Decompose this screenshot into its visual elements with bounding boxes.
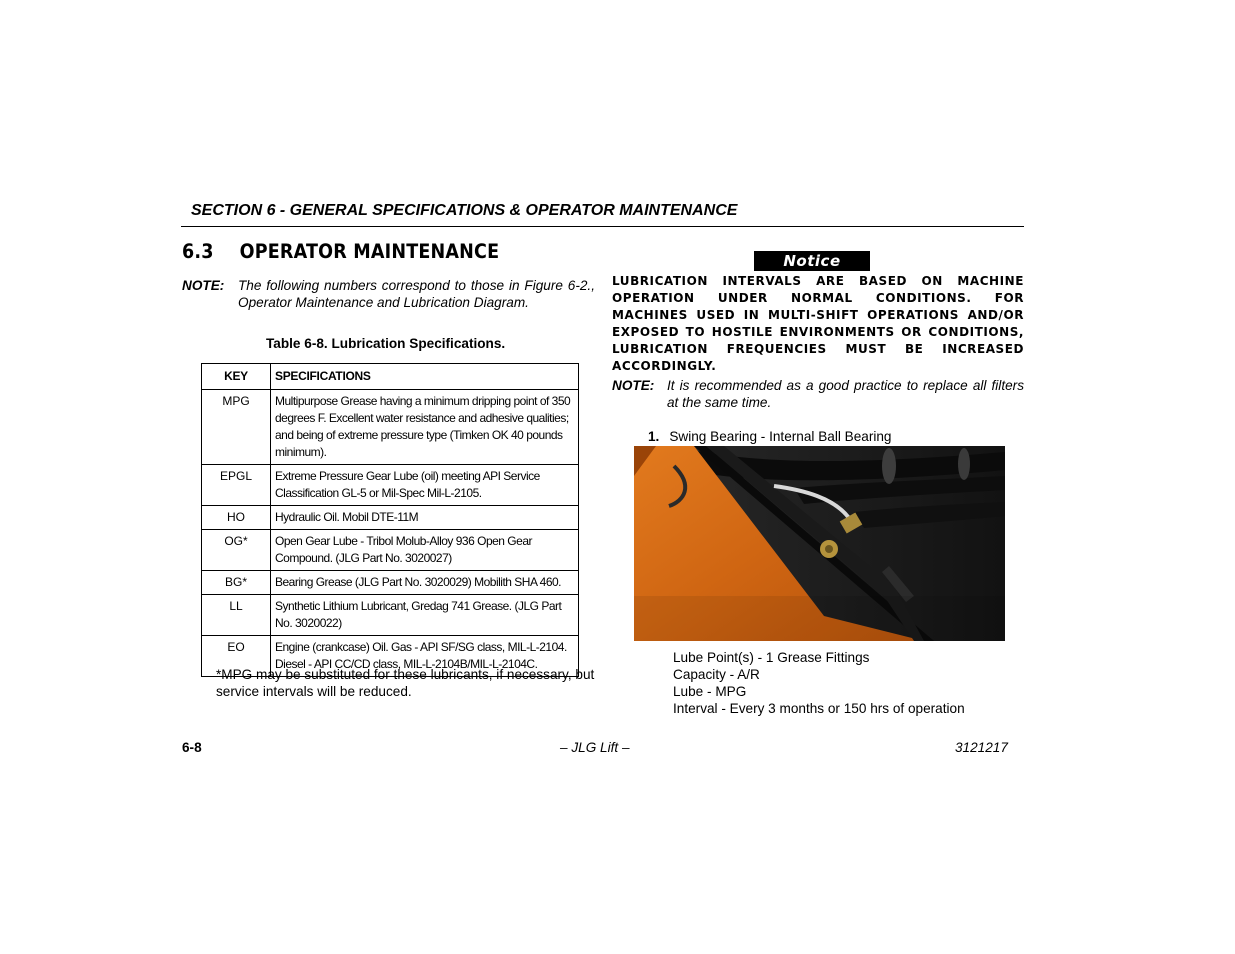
key-cell: BG* — [202, 571, 271, 595]
note-filter-replacement — [612, 377, 1024, 413]
table-row — [202, 465, 579, 506]
notice-label: Notice — [754, 251, 870, 271]
notice-text: LUBRICATION INTERVALS ARE BASED ON MACHINE OPERATION UNDER NORMAL CONDITIONS. FOR MACHINES USED IN MULTI-SHIFT OPERATIONS AND/OR EXPOSED TO HOSTILE ENVIRONMENTS OR CONDITIONS, LUBRICATION FREQUENCIES MUST BE INCREASED ACCORDINGLY. — [612, 274, 1024, 373]
lube-interval: Interval - Every 3 months or 150 hrs of operation — [673, 701, 965, 716]
note-text: It is recommended as a good practice to replace all filters at the same time. — [667, 378, 1024, 410]
table-header-row — [202, 364, 579, 390]
swing-bearing-photo — [634, 446, 1005, 641]
lube-type: Lube - MPG — [673, 684, 747, 699]
table-row — [202, 571, 579, 595]
header-rule — [181, 226, 1024, 227]
table-row — [202, 595, 579, 636]
spec-cell: Synthetic Lithium Lubricant, Gredag 741 Grease. (JLG Part No. 3020022) — [271, 595, 579, 636]
step-text: Swing Bearing - Internal Ball Bearing — [669, 429, 892, 444]
spec-cell: Multipurpose Grease having a minimum dripping point of 350 degrees F. Excellent water resistance and adhesive qualities; and being of extreme pressure type (Timken OK 40 pounds minimum). — [271, 390, 579, 465]
column-header-specifications: SPECIFICATIONS — [271, 364, 579, 390]
table-row — [202, 506, 579, 530]
page-title — [182, 240, 499, 263]
spec-cell: Bearing Grease (JLG Part No. 3020029) Mobilith SHA 460. — [271, 571, 579, 595]
step-item — [648, 429, 892, 444]
lube-capacity: Capacity - A/R — [673, 667, 760, 682]
key-cell: LL — [202, 595, 271, 636]
note-label: NOTE: — [182, 278, 225, 293]
note-figure-reference — [182, 277, 596, 313]
document-number: 3121217 — [955, 740, 1008, 755]
table-row — [202, 530, 579, 571]
column-header-key: KEY — [202, 364, 271, 390]
key-cell: HO — [202, 506, 271, 530]
footer-brand: – JLG Lift – — [560, 740, 630, 755]
key-cell: EO — [202, 636, 271, 677]
table-caption: Table 6-8. Lubrication Specifications. — [266, 336, 506, 351]
key-cell: EPGL — [202, 465, 271, 506]
page-number: 6-8 — [182, 740, 202, 755]
spec-cell: Extreme Pressure Gear Lube (oil) meeting API Service Classification GL-5 or Mil-Spec Mil-L-2105. — [271, 465, 579, 506]
spec-cell: Open Gear Lube - Tribol Molub-Alloy 936 Open Gear Compound. (JLG Part No. 3020027) — [271, 530, 579, 571]
table-footnote: *MPG may be substituted for these lubricants, if necessary, but service intervals will be reduced. — [216, 667, 595, 699]
table-row — [202, 390, 579, 465]
spec-cell: Engine (crankcase) Oil. Gas - API SF/SG class, MIL-L-2104. Diesel - API CC/CD class, MIL-L-2104B/MIL-L-2104C. — [271, 636, 579, 677]
section-number: 6.3 — [182, 240, 214, 263]
note-text: The following numbers correspond to those in Figure 6-2., Operator Maintenance and Lubrication Diagram. — [238, 278, 595, 310]
key-cell: MPG — [202, 390, 271, 465]
section-title: OPERATOR MAINTENANCE — [239, 240, 500, 263]
step-number: 1. — [648, 429, 660, 444]
lubrication-spec-table — [201, 363, 579, 677]
swing-bearing-illustration — [634, 446, 1005, 641]
section-header: SECTION 6 - GENERAL SPECIFICATIONS & OPERATOR MAINTENANCE — [191, 202, 738, 219]
key-cell: OG* — [202, 530, 271, 571]
lube-points: Lube Point(s) - 1 Grease Fittings — [673, 650, 870, 665]
lube-details — [673, 649, 965, 717]
spec-cell: Hydraulic Oil. Mobil DTE-11M — [271, 506, 579, 530]
note-label: NOTE: — [612, 378, 655, 393]
